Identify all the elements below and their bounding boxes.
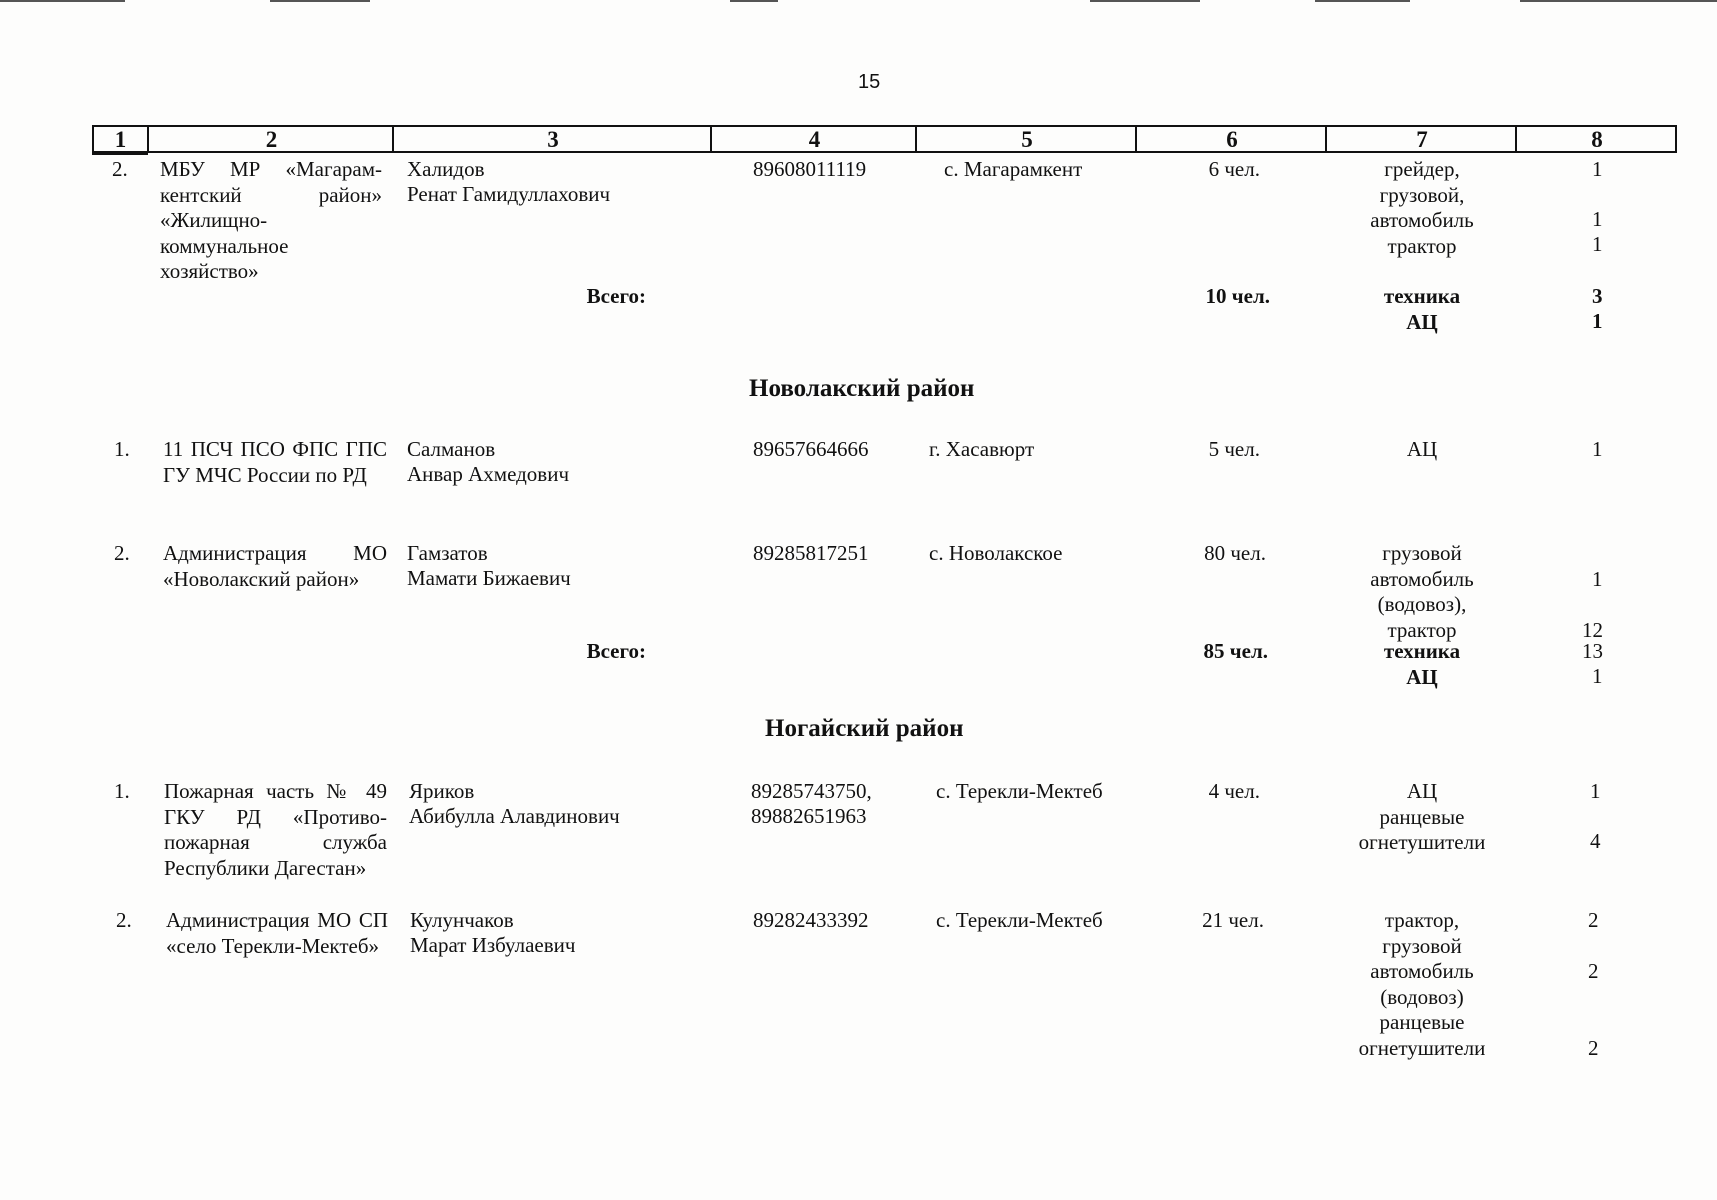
head-name: Мамати Бижаевич <box>407 566 571 590</box>
quantity: 1 <box>1592 157 1603 181</box>
head-name: Абибулла Алавдинович <box>409 804 620 828</box>
phone: 89285743750, <box>751 779 872 803</box>
total-label: Всего: <box>586 639 646 663</box>
phone: 89282433392 <box>753 908 869 932</box>
equipment-item: ранцевые <box>1379 804 1465 829</box>
phone: 89608011119 <box>753 157 867 181</box>
total-equipment <box>1322 284 1522 335</box>
district-heading: Ногайский район <box>765 715 964 742</box>
head-surname: Кулунчаков <box>410 908 514 932</box>
people-count: 4 чел. <box>1208 779 1260 803</box>
phone: 89882651963 <box>751 804 867 828</box>
equipment-item: грузовой <box>1382 541 1462 565</box>
quantity: 1 <box>1592 567 1603 591</box>
quantity: 1 <box>1592 207 1603 231</box>
people-count: 80 чел. <box>1204 541 1266 565</box>
head-surname: Салманов <box>407 437 496 461</box>
people-count: 5 чел. <box>1208 437 1260 461</box>
equipment-item: техника <box>1383 639 1461 663</box>
quantity: 13 <box>1582 639 1603 663</box>
organization-name: Администрация МО СП «село Терекли-Мектеб» <box>166 908 388 958</box>
equipment-item: (водовоз) <box>1380 984 1464 1009</box>
total-people: 85 чел. <box>1203 639 1268 663</box>
head-name: Анвар Ахмедович <box>407 462 570 486</box>
quantity: 1 <box>1592 309 1603 333</box>
total-label: Всего: <box>586 284 646 308</box>
quantity: 1 <box>1592 664 1603 688</box>
quantity: 2 <box>1588 1036 1599 1060</box>
equipment-list <box>1322 908 1522 1061</box>
scan-edge-line <box>270 0 370 2</box>
equipment-item: огнетушители <box>1358 1035 1486 1060</box>
organization-name: Пожарная часть № 49 ГКУ РД «Противо-пожарная служба Республики Дагестан» <box>164 779 387 880</box>
head-surname: Гамзатов <box>407 541 488 565</box>
quantity: 3 <box>1592 284 1603 308</box>
equipment-item: грузовой <box>1382 933 1462 958</box>
quantity: 2 <box>1588 959 1599 983</box>
location: с. Терекли-Мектеб <box>936 779 1103 803</box>
location: с. Новолакское <box>929 541 1063 565</box>
equipment-list <box>1322 157 1522 259</box>
organization-name: 11 ПСЧ ПСО ФПС ГПС ГУ МЧС России по РД <box>163 437 387 487</box>
equipment-item: трактор <box>1387 617 1457 642</box>
equipment-item: техника <box>1383 284 1461 308</box>
row-number: 2. <box>112 157 128 181</box>
row-number: 2. <box>116 908 132 932</box>
people-count: 6 чел. <box>1208 157 1260 181</box>
location: г. Хасавюрт <box>929 437 1035 461</box>
equipment-item: АЦ <box>1406 437 1438 461</box>
quantity: 1 <box>1592 437 1603 461</box>
head-name: Марат Избулаевич <box>410 933 576 957</box>
equipment-item: АЦ <box>1406 779 1438 803</box>
row-number: 2. <box>114 541 130 565</box>
equipment-item: автомобиль <box>1370 959 1474 983</box>
equipment-item: трактор, <box>1384 908 1460 932</box>
head-surname: Яриков <box>409 779 475 803</box>
header-cell: 7 <box>1325 127 1517 151</box>
total-equipment <box>1322 639 1522 690</box>
header-cell: 5 <box>915 127 1137 151</box>
header-cell: 2 <box>147 127 394 151</box>
equipment-list <box>1322 779 1522 856</box>
quantity: 2 <box>1588 908 1599 932</box>
equipment-item: грейдер, <box>1384 157 1460 181</box>
equipment-item: (водовоз), <box>1377 592 1467 616</box>
header-cell: 1 <box>114 127 127 152</box>
scan-edge-line <box>1315 0 1410 2</box>
quantity: 1 <box>1592 232 1603 256</box>
district-heading: Новолакский район <box>749 375 975 402</box>
equipment-item: грузовой, <box>1379 182 1465 207</box>
total-people: 10 чел. <box>1205 284 1270 308</box>
location: с. Магарамкент <box>944 157 1083 181</box>
header-underline <box>92 153 148 155</box>
table-header-row <box>92 125 1677 153</box>
equipment-item: автомобиль <box>1370 208 1474 232</box>
people-count: 21 чел. <box>1202 908 1264 932</box>
row-number: 1. <box>114 779 130 803</box>
page-number: 15 <box>858 71 881 93</box>
equipment-list <box>1322 541 1522 643</box>
equipment-item: огнетушители <box>1358 830 1486 854</box>
header-cell: 3 <box>392 127 712 151</box>
row-number: 1. <box>114 437 130 461</box>
equipment-item: автомобиль <box>1370 566 1474 591</box>
scan-edge-line <box>730 0 778 2</box>
organization-name: Администрация МО «Новолакский район» <box>163 541 387 591</box>
phone: 89657664666 <box>753 437 869 461</box>
quantity: 1 <box>1590 779 1601 803</box>
equipment-item: ранцевые <box>1379 1010 1465 1034</box>
quantity: 12 <box>1582 618 1603 642</box>
header-cell: 4 <box>710 127 917 151</box>
scan-edge-line <box>1520 0 1717 2</box>
header-cell: 6 <box>1135 127 1327 151</box>
scan-edge-line <box>0 0 125 2</box>
organization-name: МБУ МР «Магарам-кентский район» «Жилищно-коммунальное хозяйство» <box>160 157 382 283</box>
equipment-item: трактор <box>1387 233 1457 258</box>
header-cell: 8 <box>1515 127 1677 151</box>
scan-edge-line <box>1090 0 1200 2</box>
quantity: 4 <box>1590 829 1601 853</box>
head-surname: Халидов <box>407 157 485 181</box>
location: с. Терекли-Мектеб <box>936 908 1103 932</box>
equipment-item: АЦ <box>1406 309 1438 334</box>
equipment-item: АЦ <box>1406 664 1438 689</box>
head-name: Ренат Гамидуллахович <box>407 182 611 206</box>
phone: 89285817251 <box>753 541 869 565</box>
